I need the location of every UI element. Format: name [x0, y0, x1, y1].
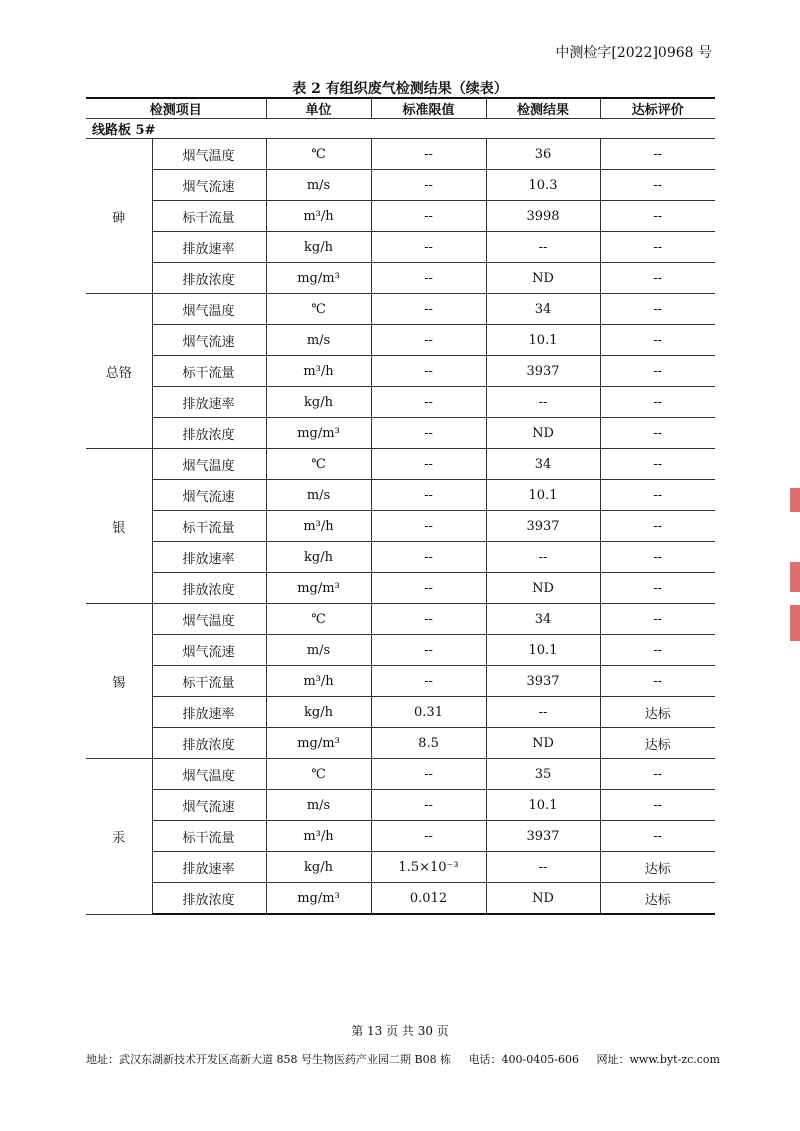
results-table — [86, 97, 715, 915]
unit-cell: m³/h — [266, 821, 371, 852]
result-cell: 35 — [486, 759, 600, 790]
item-cell: 排放浓度 — [152, 573, 266, 604]
eval-cell: -- — [600, 759, 715, 790]
item-cell: 烟气温度 — [152, 139, 266, 170]
table-row — [86, 511, 715, 542]
footer — [86, 1051, 734, 1067]
unit-cell: mg/m³ — [266, 418, 371, 449]
limit-cell: -- — [371, 232, 486, 263]
unit-cell: ℃ — [266, 759, 371, 790]
eval-cell: -- — [600, 263, 715, 294]
table-row — [86, 294, 715, 325]
item-cell: 标干流量 — [152, 821, 266, 852]
header-row — [86, 98, 715, 119]
unit-cell: m³/h — [266, 201, 371, 232]
result-cell: -- — [486, 697, 600, 728]
table-row — [86, 139, 715, 170]
eval-cell: 达标 — [600, 883, 715, 915]
item-cell: 烟气流速 — [152, 170, 266, 201]
column-header: 达标评价 — [600, 98, 715, 119]
pollutant-cell: 银 — [86, 449, 152, 604]
result-cell: -- — [486, 232, 600, 263]
item-cell: 烟气温度 — [152, 449, 266, 480]
limit-cell: 0.31 — [371, 697, 486, 728]
limit-cell: -- — [371, 573, 486, 604]
eval-cell: -- — [600, 449, 715, 480]
unit-cell: kg/h — [266, 232, 371, 263]
result-cell: -- — [486, 542, 600, 573]
eval-cell: -- — [600, 573, 715, 604]
eval-cell: -- — [600, 635, 715, 666]
limit-cell: 8.5 — [371, 728, 486, 759]
limit-cell: -- — [371, 356, 486, 387]
eval-cell: -- — [600, 666, 715, 697]
unit-cell: ℃ — [266, 294, 371, 325]
unit-cell: mg/m³ — [266, 263, 371, 294]
section-row — [86, 119, 715, 139]
table-row — [86, 604, 715, 635]
limit-cell: -- — [371, 449, 486, 480]
eval-cell: -- — [600, 542, 715, 573]
column-header: 标准限值 — [371, 98, 486, 119]
result-cell: 34 — [486, 604, 600, 635]
unit-cell: mg/m³ — [266, 573, 371, 604]
result-cell: ND — [486, 418, 600, 449]
result-cell: 34 — [486, 449, 600, 480]
unit-cell: m³/h — [266, 666, 371, 697]
unit-cell: m/s — [266, 170, 371, 201]
table-row — [86, 418, 715, 449]
result-cell: 36 — [486, 139, 600, 170]
seal-mark — [790, 562, 800, 592]
table-row — [86, 883, 715, 915]
result-cell: -- — [486, 387, 600, 418]
unit-cell: kg/h — [266, 387, 371, 418]
limit-cell: -- — [371, 790, 486, 821]
item-cell: 排放浓度 — [152, 418, 266, 449]
table-row — [86, 852, 715, 883]
eval-cell: 达标 — [600, 697, 715, 728]
eval-cell: -- — [600, 294, 715, 325]
limit-cell: -- — [371, 201, 486, 232]
pollutant-cell: 锡 — [86, 604, 152, 759]
result-cell: 10.1 — [486, 480, 600, 511]
result-cell: 3937 — [486, 666, 600, 697]
footer-phone: 电话：400-0405-606 — [468, 1053, 579, 1066]
item-cell: 标干流量 — [152, 201, 266, 232]
result-cell: 3998 — [486, 201, 600, 232]
result-cell: ND — [486, 883, 600, 915]
limit-cell: -- — [371, 263, 486, 294]
pollutant-cell: 砷 — [86, 139, 152, 294]
item-cell: 排放速率 — [152, 387, 266, 418]
table-row — [86, 542, 715, 573]
unit-cell: mg/m³ — [266, 728, 371, 759]
pollutant-cell: 总铬 — [86, 294, 152, 449]
result-cell: ND — [486, 728, 600, 759]
table-row — [86, 635, 715, 666]
table-row — [86, 573, 715, 604]
eval-cell: -- — [600, 170, 715, 201]
item-cell: 烟气温度 — [152, 294, 266, 325]
eval-cell: -- — [600, 821, 715, 852]
eval-cell: -- — [600, 480, 715, 511]
limit-cell: -- — [371, 480, 486, 511]
item-cell: 排放浓度 — [152, 728, 266, 759]
column-header: 检测项目 — [86, 98, 266, 119]
table-row — [86, 232, 715, 263]
limit-cell: -- — [371, 511, 486, 542]
limit-cell: 0.012 — [371, 883, 486, 915]
seal-mark — [790, 605, 800, 641]
section-title: 线路板 5# — [86, 119, 715, 139]
unit-cell: ℃ — [266, 604, 371, 635]
unit-cell: mg/m³ — [266, 883, 371, 915]
item-cell: 标干流量 — [152, 511, 266, 542]
result-cell: 34 — [486, 294, 600, 325]
eval-cell: 达标 — [600, 852, 715, 883]
unit-cell: m/s — [266, 790, 371, 821]
limit-cell: -- — [371, 418, 486, 449]
limit-cell: -- — [371, 294, 486, 325]
result-cell: 10.1 — [486, 635, 600, 666]
eval-cell: -- — [600, 604, 715, 635]
item-cell: 烟气流速 — [152, 635, 266, 666]
table-row — [86, 480, 715, 511]
table-row — [86, 325, 715, 356]
item-cell: 排放浓度 — [152, 263, 266, 294]
limit-cell: -- — [371, 542, 486, 573]
table-row — [86, 263, 715, 294]
table-row — [86, 759, 715, 790]
table-row — [86, 170, 715, 201]
eval-cell: -- — [600, 511, 715, 542]
limit-cell: -- — [371, 635, 486, 666]
unit-cell: m/s — [266, 325, 371, 356]
result-cell: 10.1 — [486, 790, 600, 821]
item-cell: 排放速率 — [152, 852, 266, 883]
unit-cell: kg/h — [266, 542, 371, 573]
unit-cell: m³/h — [266, 511, 371, 542]
result-cell: 3937 — [486, 821, 600, 852]
item-cell: 排放浓度 — [152, 883, 266, 915]
pollutant-cell: 汞 — [86, 759, 152, 915]
table-row — [86, 201, 715, 232]
limit-cell: -- — [371, 170, 486, 201]
result-cell: 10.1 — [486, 325, 600, 356]
item-cell: 烟气流速 — [152, 480, 266, 511]
item-cell: 排放速率 — [152, 697, 266, 728]
unit-cell: m/s — [266, 635, 371, 666]
eval-cell: -- — [600, 356, 715, 387]
item-cell: 烟气温度 — [152, 759, 266, 790]
table-row — [86, 821, 715, 852]
eval-cell: -- — [600, 387, 715, 418]
footer-website: 网址：www.byt-zc.com — [596, 1053, 720, 1066]
unit-cell: kg/h — [266, 697, 371, 728]
eval-cell: -- — [600, 201, 715, 232]
result-cell: ND — [486, 573, 600, 604]
eval-cell: -- — [600, 790, 715, 821]
result-cell: -- — [486, 852, 600, 883]
report-number: 中测检字[2022]0968 号 — [555, 45, 712, 61]
table-row — [86, 728, 715, 759]
eval-cell: -- — [600, 139, 715, 170]
limit-cell: -- — [371, 139, 486, 170]
item-cell: 排放速率 — [152, 232, 266, 263]
column-header: 检测结果 — [486, 98, 600, 119]
result-cell: 3937 — [486, 511, 600, 542]
table-row — [86, 449, 715, 480]
footer-address: 地址：武汉东湖新技术开发区高新大道 858 号生物医药产业园二期 B08 栋 — [86, 1053, 452, 1066]
eval-cell: -- — [600, 232, 715, 263]
result-cell: 10.3 — [486, 170, 600, 201]
item-cell: 标干流量 — [152, 666, 266, 697]
table-row — [86, 387, 715, 418]
table-row — [86, 697, 715, 728]
limit-cell: -- — [371, 666, 486, 697]
item-cell: 烟气流速 — [152, 325, 266, 356]
limit-cell: -- — [371, 759, 486, 790]
unit-cell: m³/h — [266, 356, 371, 387]
item-cell: 排放速率 — [152, 542, 266, 573]
unit-cell: ℃ — [266, 139, 371, 170]
page-number: 第 13 页 共 30 页 — [351, 1024, 449, 1038]
table-row — [86, 356, 715, 387]
eval-cell: -- — [600, 325, 715, 356]
unit-cell: m/s — [266, 480, 371, 511]
table-row — [86, 790, 715, 821]
limit-cell: -- — [371, 604, 486, 635]
item-cell: 烟气温度 — [152, 604, 266, 635]
limit-cell: -- — [371, 387, 486, 418]
seal-mark — [790, 488, 800, 512]
unit-cell: ℃ — [266, 449, 371, 480]
limit-cell: -- — [371, 325, 486, 356]
item-cell: 烟气流速 — [152, 790, 266, 821]
limit-cell: 1.5×10⁻³ — [371, 852, 486, 883]
eval-cell: -- — [600, 418, 715, 449]
table-caption: 表 2 有组织废气检测结果（续表） — [292, 81, 508, 97]
limit-cell: -- — [371, 821, 486, 852]
table-row — [86, 666, 715, 697]
item-cell: 标干流量 — [152, 356, 266, 387]
result-cell: ND — [486, 263, 600, 294]
column-header: 单位 — [266, 98, 371, 119]
unit-cell: kg/h — [266, 852, 371, 883]
eval-cell: 达标 — [600, 728, 715, 759]
result-cell: 3937 — [486, 356, 600, 387]
